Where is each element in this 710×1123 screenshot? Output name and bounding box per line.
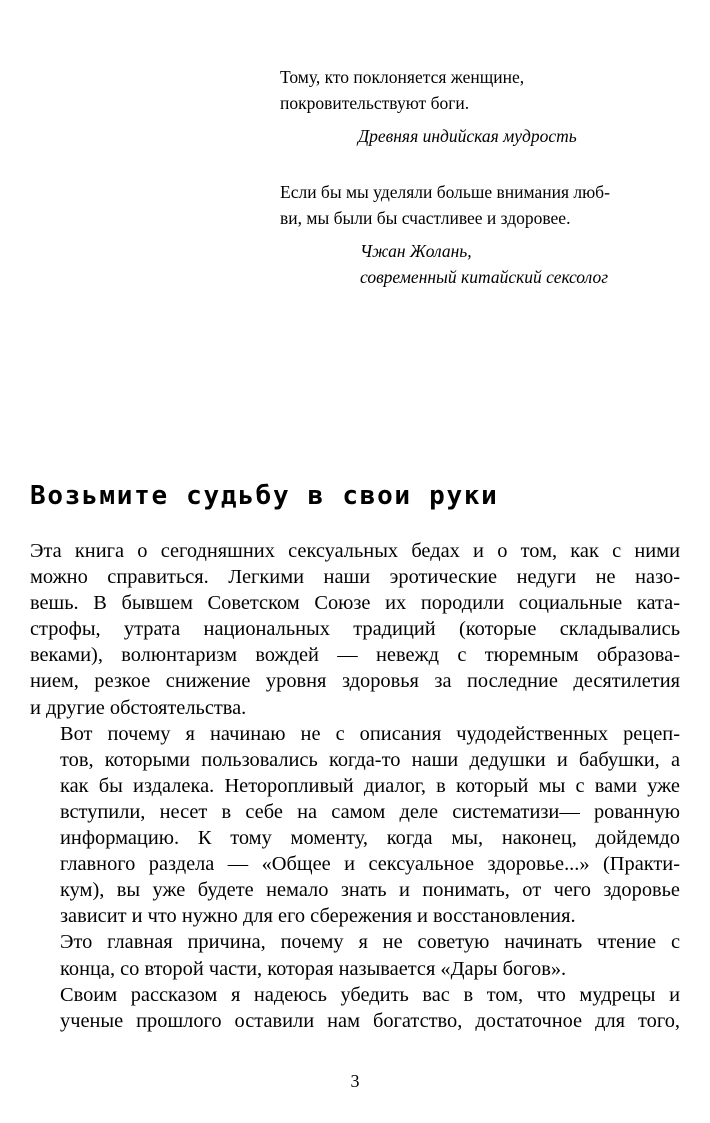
epigraph-attribution [360, 238, 670, 290]
paragraph [30, 721, 680, 930]
paragraph [30, 982, 680, 1034]
text-line: можно справиться. Легкими наши эротические недуги не назо- [30, 566, 680, 589]
page-number: 3 [350, 1071, 360, 1091]
paragraph [30, 538, 680, 721]
epigraph-line: Тому, кто поклоняется женщине, [280, 67, 525, 87]
text-line: Вот почему я начинаю не с описания чудодейственных рецеп- [60, 722, 680, 745]
text-line: Это главная причина, почему я не советую начинать чтение с [60, 931, 680, 954]
epigraph-attribution-line: современный китайский сексолог [360, 267, 609, 287]
text-line: как бы издалека. Неторопливый диалог, в который мы с вами уже [60, 774, 680, 797]
chapter-heading: Возьмите судьбу в свои руки [30, 481, 499, 511]
text-line: веками), волюнтаризм вождей — невежд с тюремным образова- [30, 644, 680, 667]
epigraph-line: Если бы мы уделяли больше внимания люб- [280, 182, 610, 202]
epigraph-ancient-indian-wisdom [280, 64, 670, 149]
text-line: вступили, несет в себе на самом деле систематизи— рованную [60, 800, 680, 823]
text-line: информацию. К тому моменту, когда мы, наконец, дойдемдо [60, 827, 680, 850]
epigraph-line: покровительствуют боги. [280, 93, 470, 113]
text-line: строфы, утрата национальных традиций (которые складывались [30, 618, 680, 641]
text-line: и другие обстоятельства. [30, 696, 247, 719]
epigraph-quote [280, 179, 670, 231]
epigraph-zhang-zholan [280, 179, 670, 290]
text-line: кум), вы уже будете немало знать и понимать, от чего здоровье [60, 879, 680, 902]
text-line: ученые прошлого оставили нам богатство, достаточное для того, [60, 1009, 680, 1032]
epigraph-attribution [358, 123, 670, 149]
text-line: тов, которыми пользовались когда-то наши дедушки и бабушки, а [60, 748, 680, 771]
paragraph [30, 929, 680, 981]
epigraph-quote [280, 64, 670, 116]
epigraph-attribution-line: Древняя индийская мудрость [358, 126, 577, 146]
text-line: зависит и что нужно для его сбережения и восстановления. [60, 905, 576, 928]
text-line: нием, резкое снижение уровня здоровья за последние десятилетия [30, 670, 680, 693]
text-line: Эта книга о сегодняшних сексуальных бедах и о том, как с ними [30, 540, 680, 562]
epigraph-attribution-line: Чжан Жолань, [360, 241, 472, 261]
text-line: вешь. В бывшем Советском Союзе их породили социальные ката- [30, 592, 680, 615]
text-line: конца, со второй части, которая называется «Дары богов». [60, 957, 567, 980]
epigraph-line: ви, мы были бы счастливее и здоровее. [280, 208, 571, 228]
text-line: Своим рассказом я надеюсь убедить вас в том, что мудрецы и [60, 983, 680, 1006]
text-line: главного раздела — «Общее и сексуальное здоровье...» (Практи- [60, 853, 680, 876]
body-text [30, 538, 680, 1034]
